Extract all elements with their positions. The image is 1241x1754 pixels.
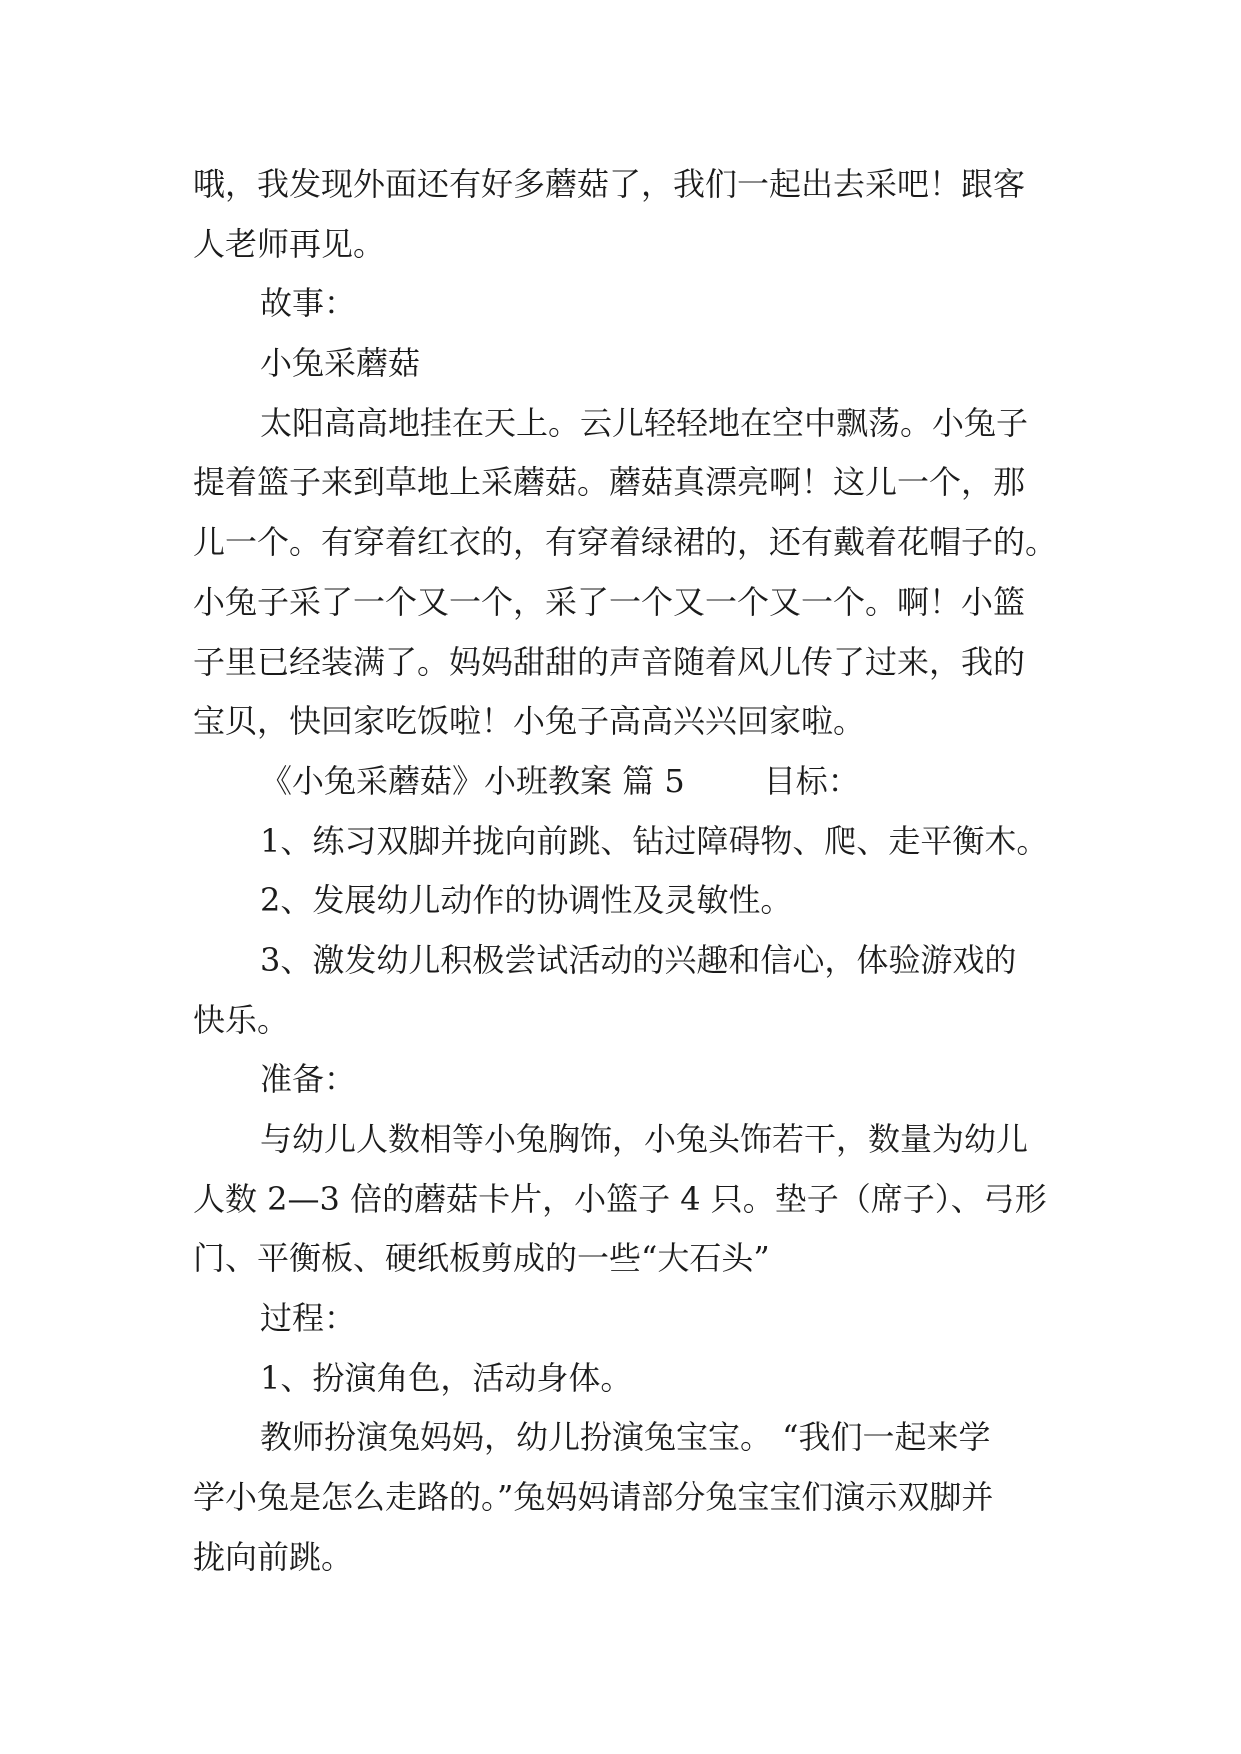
story-title: 小兔采蘑菇 bbox=[260, 344, 421, 383]
story-line: 儿一个。有穿着红衣的，有穿着绿裙的，还有戴着花帽子的。 bbox=[193, 523, 1058, 562]
document-body bbox=[193, 155, 1193, 1588]
story-line: 小兔子采了一个又一个，采了一个又一个又一个。啊！小篮 bbox=[193, 582, 1026, 621]
goal-item: 2、发展幼儿动作的协调性及灵敏性。 bbox=[260, 881, 793, 920]
story-line: 子里已经装满了。妈妈甜甜的声音随着风儿传了过来，我的 bbox=[193, 642, 1026, 681]
step-line: 学小兔是怎么走路的。”兔妈妈请部分兔宝宝们演示双脚并 bbox=[193, 1478, 994, 1517]
story-line: 宝贝，快回家吃饭啦！小兔子高高兴兴回家啦。 bbox=[193, 702, 866, 741]
prep-line: 人数 2—3 倍的蘑菇卡片，小篮子 4 只。垫子（席子）、弓形 bbox=[193, 1179, 1047, 1218]
intro-line: 人老师再见。 bbox=[193, 224, 386, 263]
goals-label: 目标： bbox=[763, 761, 860, 800]
story-heading: 故事： bbox=[260, 284, 357, 323]
goal-item: 3、激发幼儿积极尝试活动的兴趣和信心，体验游戏的 bbox=[260, 940, 1017, 979]
lesson-title-row bbox=[193, 752, 1193, 812]
prep-line: 门、平衡板、硬纸板剪成的一些“大石头” bbox=[193, 1239, 770, 1278]
lesson-title: 《小兔采蘑菇》小班教案 篇 5 bbox=[260, 761, 685, 800]
process-label: 过程： bbox=[260, 1299, 357, 1338]
story-line: 提着篮子来到草地上采蘑菇。蘑菇真漂亮啊！这儿一个，那 bbox=[193, 463, 1026, 502]
step-title: 1、扮演角色，活动身体。 bbox=[260, 1358, 633, 1397]
step-line: 拢向前跳。 bbox=[193, 1537, 354, 1576]
prep-label: 准备： bbox=[260, 1060, 357, 1099]
prep-line: 与幼儿人数相等小兔胸饰，小兔头饰若干，数量为幼儿 bbox=[260, 1120, 1029, 1158]
goal-item: 1、练习双脚并拢向前跳、钻过障碍物、爬、走平衡木。 bbox=[260, 821, 1049, 860]
intro-line: 哦，我发现外面还有好多蘑菇了，我们一起出去采吧！跟客 bbox=[193, 165, 1026, 203]
story-line: 太阳高高地挂在天上。云儿轻轻地在空中飘荡。小兔子 bbox=[260, 403, 1029, 442]
goal-item-continuation: 快乐。 bbox=[193, 1000, 290, 1039]
step-line: 教师扮演兔妈妈，幼儿扮演兔宝宝。 “我们一起来学 bbox=[260, 1418, 991, 1457]
